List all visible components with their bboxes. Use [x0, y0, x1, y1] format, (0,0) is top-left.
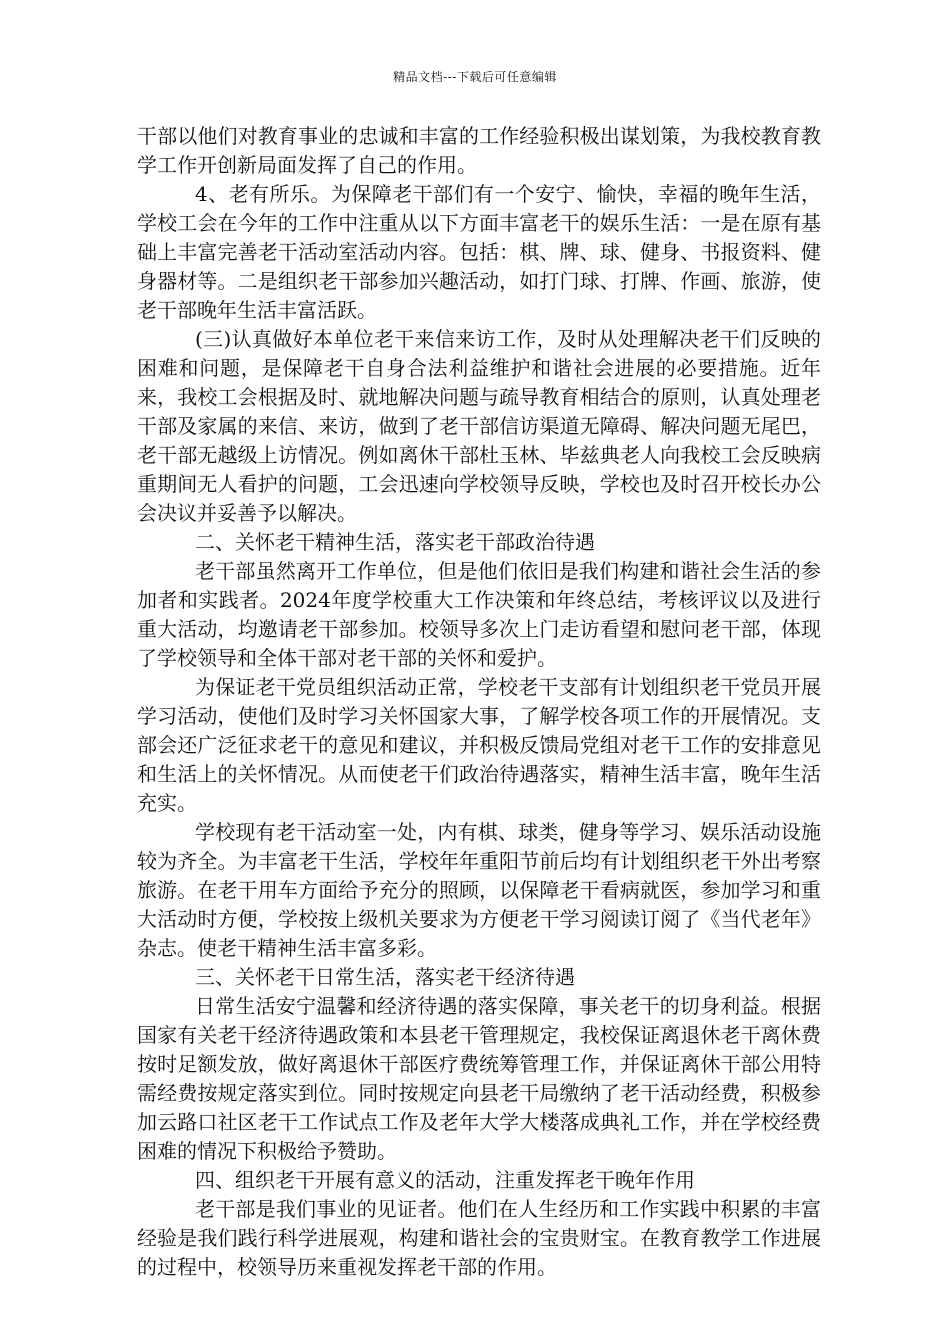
paragraph: 日常生活安宁温馨和经济待遇的落实保障，事关老干的切身利益。根据国家有关老干经济待遇政策和本县老干管理规定，我校保证离退休老干离休费按时足额发放，做好离退休干部医疗费统筹管理工作，并保证离休干部公用特需经费按规定落实到位。同时按规定向县老干局缴纳了老干活动经费，积极参加云路口社区老干工作试点工作及老年大学大楼落成典礼工作，并在学校经费困难的情况下积极给予赞助。 — [137, 994, 821, 1163]
paragraph: 4、老有所乐。为保障老干部们有一个安宁、愉快，幸福的晚年生活，学校工会在今年的工作中注重从以下方面丰富老干的娱乐生活：一是在原有基础上丰富完善老干活动室活动内容。包括：棋、牌、球、健身、书报资料、健身器材等。二是组织老干部参加兴趣活动，如打门球、打牌、作画、旅游，使老干部晚年生活丰富活跃。 — [137, 182, 821, 322]
section-heading: 三、关怀老干日常生活，落实老干经济待遇 — [195, 965, 575, 989]
paragraph: 学校现有老干活动室一处，内有棋、球类，健身等学习、娱乐活动设施较为齐全。为丰富老干生活，学校年年重阳节前后均有计划组织老干外出考察旅游。在老干用车方面给予充分的照顾，以保障老干看病就医，参加学习和重大活动时方便，学校按上级机关要求为方便老干学习阅读订阅了《当代老年》杂志。使老干精神生活丰富多彩。 — [137, 820, 821, 960]
page-header: 精品文档---下载后可任意编辑 — [393, 70, 557, 84]
section-heading: 二、关怀老干精神生活，落实老干部政治待遇 — [195, 530, 595, 554]
paragraph: 为保证老干党员组织活动正常，学校老干支部有计划组织老干党员开展学习活动，使他们及时学习关怀国家大事，了解学校各项工作的开展情况。支部会还广泛征求老干的意见和建议，并积极反馈局党组对老干工作的安排意见和生活上的关怀情况。从而使老干们政治待遇落实，精神生活丰富，晚年生活充实。 — [137, 675, 821, 815]
paragraph: 老干部虽然离开工作单位，但是他们依旧是我们构建和谐社会生活的参加者和实践者。2024年度学校重大工作决策和年终总结，考核评议以及进行重大活动，均邀请老干部参加。校领导多次上门走访看望和慰问老干部，体现了学校领导和全体干部对老干部的关怀和爱护。 — [137, 559, 821, 670]
section-heading: 四、组织老干开展有意义的活动，注重发挥老干晚年作用 — [195, 1168, 695, 1192]
document-body — [137, 122, 821, 1282]
paragraph: 干部以他们对教育事业的忠诚和丰富的工作经验积极出谋划策，为我校教育教学工作开创新局面发挥了自己的作用。 — [137, 124, 821, 177]
paragraph: (三)认真做好本单位老干来信来访工作，及时从处理解决老干们反映的困难和问题，是保障老干自身合法利益维护和谐社会进展的必要措施。近年来，我校工会根据及时、就地解决问题与疏导教育相结合的原则，认真处理老干部及家属的来信、来访，做到了老干部信访渠道无障碍、解决问题无尾巴，老干部无越级上访情况。例如离休干部杜玉林、毕兹典老人向我校工会反映病重期间无人看护的问题，工会迅速向学校领导反映，学校也及时召开校长办公会决议并妥善予以解决。 — [137, 327, 821, 525]
paragraph: 老干部是我们事业的见证者。他们在人生经历和工作实践中积累的丰富经验是我们践行科学进展观，构建和谐社会的宝贵财宝。在教育教学工作进展的过程中，校领导历来重视发挥老干部的作用。 — [137, 1197, 821, 1279]
